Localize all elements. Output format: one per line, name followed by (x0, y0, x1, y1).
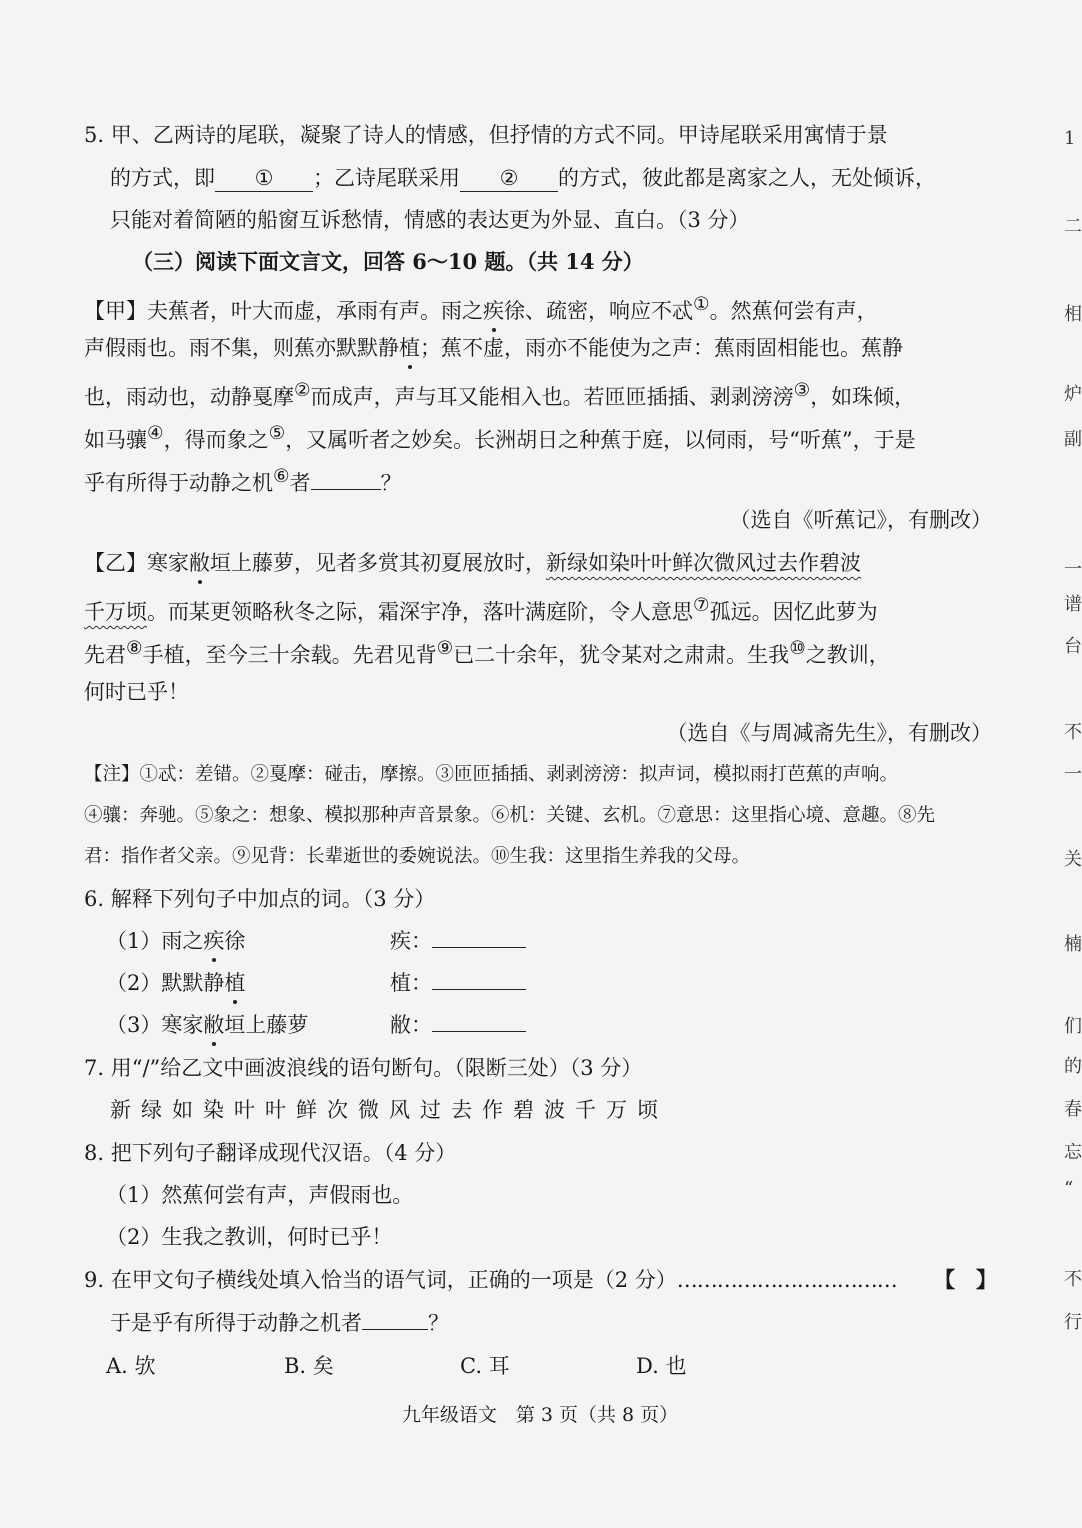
jia-source: （选自《听蕉记》，有删改） (729, 508, 992, 532)
notes-line-2: ④骧：奔驰。⑤象之：想象、模拟那种声音景象。⑥机：关键、玄机。⑦意思：这里指心境、意趣。⑧先 (84, 805, 936, 826)
jia-line-4: 如马骧④，得而象之⑤，又属听者之妙矣。长洲胡日之种蕉于庭，以伺雨，号“听蕉”，于是 (84, 423, 916, 452)
dotted-char: 植 (224, 968, 245, 998)
q9-option-c[interactable]: C. 耳 (460, 1354, 510, 1378)
q9-title: 9. 在甲文句子横线处填入恰当的语气词，正确的一项是（2 分）…………………………… (84, 1268, 897, 1292)
wavy-underline-text: 千万顷 (84, 600, 147, 624)
page-footer: 九年级语文 第 3 页（共 8 页） (401, 1404, 679, 1426)
q6-answer-2: 植： (390, 968, 526, 998)
jia-blank (311, 489, 381, 490)
q9-blank (362, 1329, 428, 1330)
wavy-underline-text: 新绿如染叶叶鲜次微风过去作碧波 (546, 551, 861, 575)
q6-title: 6. 解释下列句子中加点的词。（3 分） (84, 887, 436, 911)
q6-item-2: （2）默默静植 (106, 968, 245, 998)
q9-sentence: 于是乎有所得于动静之机者 ？ (110, 1311, 449, 1335)
answer-blank[interactable] (432, 947, 526, 948)
q5-line-1: 5. 甲、乙两诗的尾联，凝聚了诗人的情感，但抒情的方式不同。甲诗尾联采用寓情于景 (84, 123, 888, 147)
jia-line-1: 【甲】夫蕉者，叶大而虚，承雨有声。雨之疾徐、疏密，响应不忒①。然蕉何尝有声， (84, 290, 878, 326)
jia-line-5: 乎有所得于动静之机⑥者 ？ (84, 466, 402, 495)
answer-blank[interactable] (432, 989, 526, 990)
yi-line-4: 何时已乎！ (84, 680, 189, 704)
q5-blank-1: ① (215, 165, 313, 192)
q8-item-2: （2）生我之教训，何时已乎！ (106, 1225, 393, 1249)
yi-line-3: 先君⑧手植，至今三十余载。先君见背⑨已二十余年，犹令某对之肃肃。生我⑩之教训， (84, 638, 890, 667)
q6-answer-3: 敝： (390, 1010, 526, 1040)
q5-line-2: 的方式，即 ① ；乙诗尾联采用 ② 的方式，彼此都是离家之人，无处倾诉， (110, 166, 936, 190)
q6-item-1: （1）雨之疾徐 (106, 926, 245, 956)
adjacent-page-edge: 1 二 相 炉 副 一 谱 台 不 一 关 楠 们 的 春 忘 “ 不 行 (1064, 128, 1082, 1333)
q9-answer-bracket[interactable]: 【 】 (934, 1267, 997, 1292)
q9-option-b[interactable]: B. 矣 (284, 1354, 334, 1378)
notes-line-3: 君：指作者父亲。⑨见背：长辈逝世的委婉说法。⑩生我：这里指生养我的父母。 (84, 846, 751, 867)
answer-blank[interactable] (432, 1031, 526, 1032)
q6-item-3: （3）寒家敝垣上藤萝 (106, 1010, 308, 1040)
q5-line-3: 只能对着简陋的船窗互诉愁情，情感的表达更为外显、直白。（3 分） (110, 208, 750, 232)
q8-item-1: （1）然蕉何尝有声，声假雨也。 (106, 1183, 414, 1207)
q8-title: 8. 把下列句子翻译成现代汉语。（4 分） (84, 1141, 457, 1165)
yi-line-2: 千万顷。而某更领略秋冬之际，霜深宇净，落叶满庭阶，令人意思⑦孤远。因忆此萝为 (84, 595, 878, 624)
q5-blank-2: ② (460, 165, 558, 192)
q6-answer-1: 疾： (390, 926, 526, 956)
q7-title: 7. 用“/”给乙文中画波浪线的语句断句。（限断三处）（3 分） (84, 1056, 643, 1080)
yi-line-1: 【乙】寒家敝垣上藤萝，见者多赏其初夏展放时，新绿如染叶叶鲜次微风过去作碧波 (84, 548, 861, 578)
yi-source: （选自《与周减斋先生》，有删改） (666, 721, 992, 745)
q7-text: 新绿如染叶叶鲜次微风过去作碧波千万顷 (110, 1098, 668, 1122)
jia-line-2: 声假雨也。雨不集，则蕉亦默默静植；蕉不虚，雨亦不能使为之声：蕉雨固相能也。蕉静 (84, 333, 903, 363)
dotted-char: 疾 (203, 926, 224, 956)
dotted-char: 敝 (203, 1010, 224, 1040)
dotted-char: 植 (399, 333, 420, 363)
dotted-char: 敝 (189, 548, 210, 578)
q9-option-d[interactable]: D. 也 (636, 1354, 687, 1378)
q9-option-a[interactable]: A. 欤 (106, 1354, 156, 1378)
notes-line-1: 【注】①忒：差错。②戛摩：碰击，摩擦。③匝匝插插、剥剥滂滂：拟声词，模拟雨打芭蕉的声响。 (84, 764, 899, 785)
jia-line-3: 也，雨动也，动静戛摩②而成声，声与耳又能相入也。若匝匝插插、剥剥滂滂③，如珠倾， (84, 380, 916, 409)
dotted-char: 疾 (483, 296, 504, 326)
section3-title: （三）阅读下面文言文，回答 6～10 题。（共 14 分） (132, 249, 644, 274)
